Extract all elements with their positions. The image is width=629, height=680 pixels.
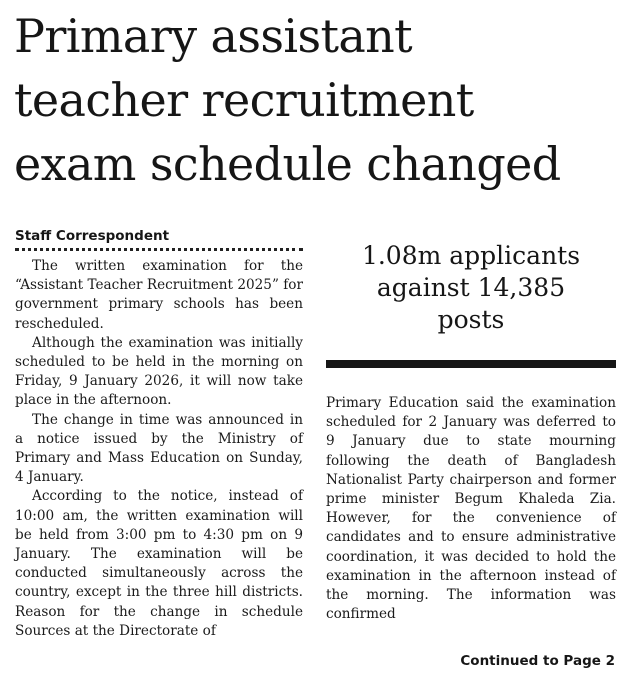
- paragraph-2: Although the examination was initially scheduled to be held in the morning on Friday, 9 January 2026, it will now take place in the afternoon.: [15, 334, 303, 409]
- paragraph-4: According to the notice, instead of 10:00 am, the written examination will be held from 3:00 pm to 4:30 pm on 9 January. The examination will be conducted simultaneously across the country, except in the three hill districts. Reason for the change in schedule Sources at the Directorate of: [15, 488, 303, 639]
- pull-quote-line-3: posts: [437, 305, 505, 334]
- continued-link[interactable]: Continued to Page 2: [460, 653, 615, 669]
- pull-quote-line-1: 1.08m applicants: [361, 241, 581, 270]
- headline-line-2: teacher recruitment: [14, 73, 474, 127]
- byline: Staff Correspondent: [15, 226, 303, 251]
- article-body-left: [15, 257, 303, 641]
- right-column: [326, 226, 616, 624]
- pull-quote-rule: [326, 360, 616, 368]
- paragraph-5: Primary Education said the examination scheduled for 2 January was deferred to 9 January due to state mourning following the death of Bangladesh Nationalist Party chairperson and former prime minister Begum Khaleda Zia. However, for the convenience of candidates and to ensure administrative coordination, it was decided to hold the examination in the afternoon instead of the morning. The information was confirmed: [326, 395, 616, 623]
- paragraph-3: The change in time was announced in a notice issued by the Ministry of Primary and Mass Education on Sunday, 4 January.: [15, 411, 303, 486]
- paragraph-1: The written examination for the “Assistant Teacher Recruitment 2025” for government primary schools has been rescheduled.: [15, 258, 303, 332]
- headline-line-3: exam schedule changed: [14, 137, 561, 191]
- pull-quote-line-2: against 14,385: [376, 273, 566, 302]
- article-body-right: [326, 394, 616, 624]
- headline-line-1: Primary assistant: [14, 9, 413, 63]
- headline: [14, 4, 624, 196]
- pull-quote: [326, 240, 616, 336]
- left-column: [15, 226, 303, 641]
